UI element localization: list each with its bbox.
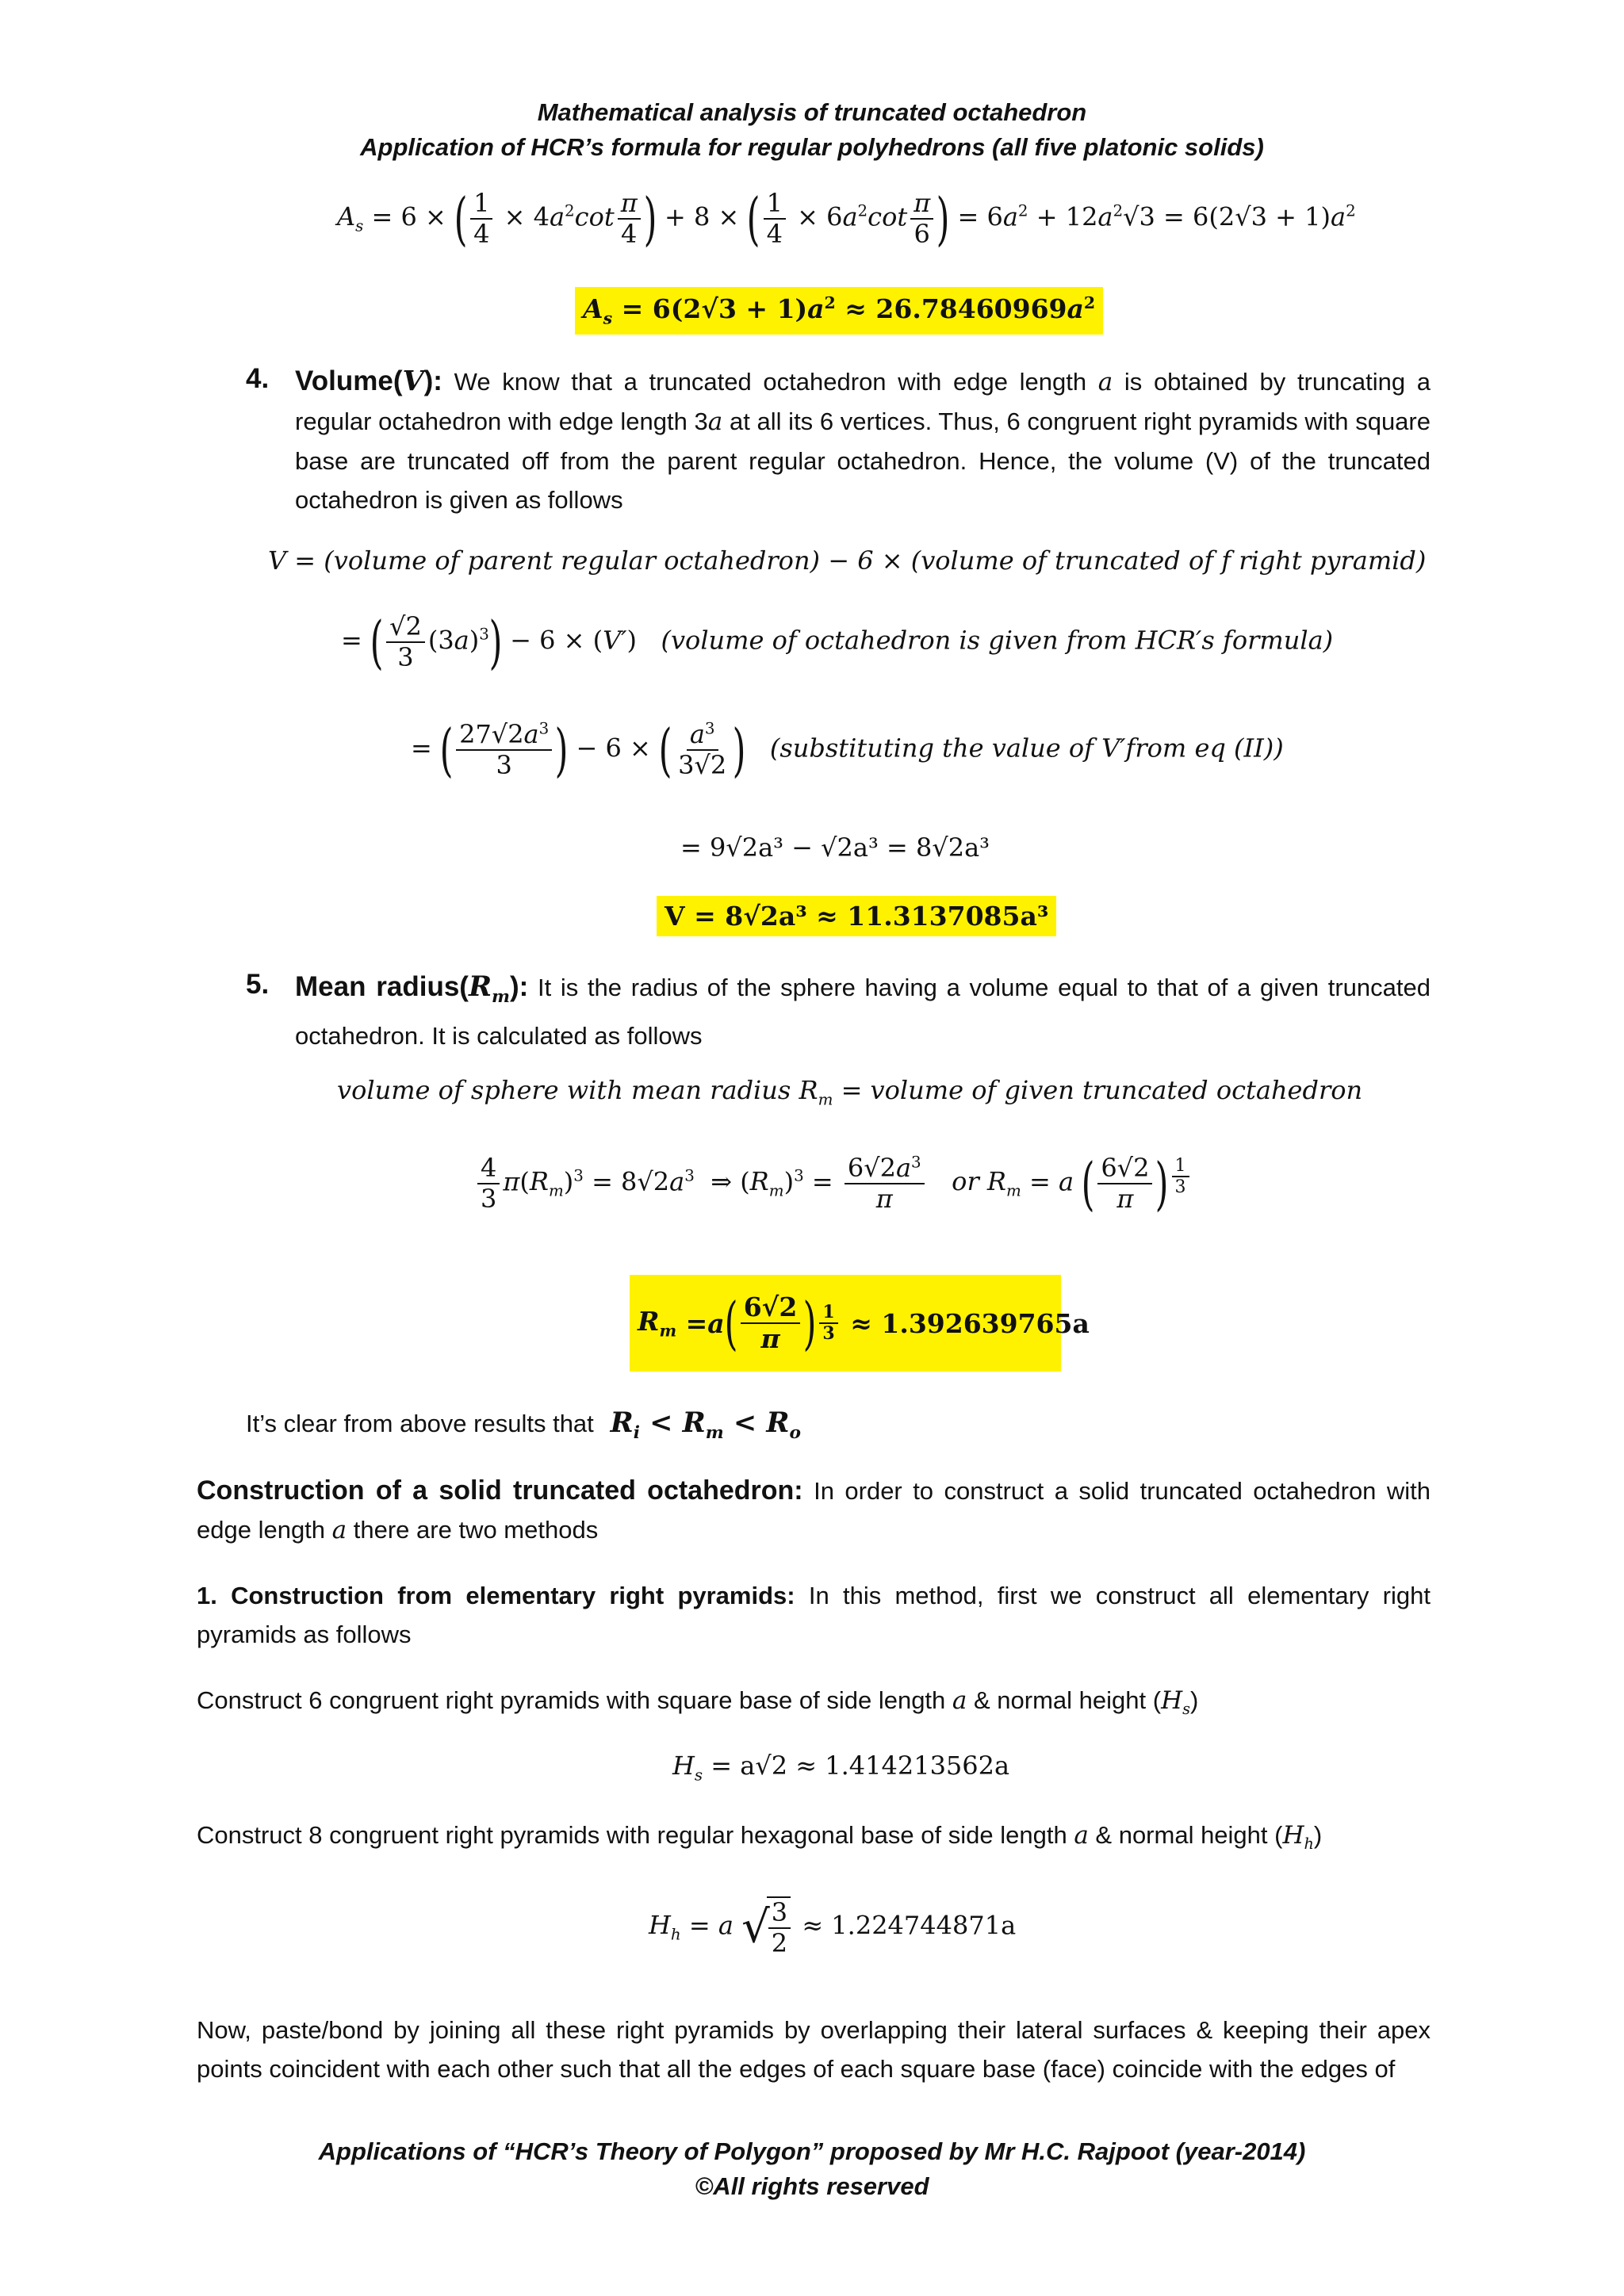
square-pyramids-line: Construct 6 congruent right pyramids with square base of side length a & normal height $(H_s)$ xyxy=(197,1686,1199,1719)
volume-eq-step2: = ( $\frac{27√2a^3}{3}$ ) − 6 × ( $\frac{a^3}{3√2}$ ) (substituting the value of V′from eq (II)) xyxy=(411,716,1284,783)
document-header-subtitle: Application of HCR’s formula for regular polyhedrons (all five platonic solids) xyxy=(360,133,1264,161)
volume-eq-step3: = 9√2a³ − √2a³ = 8√2a³ xyxy=(680,832,990,863)
volume-paragraph: Volume(V): We know that a truncated octahedron with edge length a is obtained by truncating a regular octahedron with edge length 3a at all its 6 vertices. Thus, 6 congruent right pyramids with square base are truncated off from the parent regular octahedron. Hence, the volume (V) of the truncated octahedron is given as follows xyxy=(295,365,1431,514)
construction-paragraph: Construction of a solid truncated octahedron: In order to construct a solid truncated octahedron with edge length a there are two methods xyxy=(197,1475,1431,1544)
volume-eq-definition: V = (volume of parent regular octahedron) − 6 × (volume of truncated of f right pyramid) xyxy=(268,545,1427,576)
footer-credit: Applications of “HCR’s Theory of Polygon” proposed by Mr H.C. Rajpoot (year-2014) xyxy=(318,2137,1306,2165)
hexagonal-pyramid-height-value: ≈ 1.224744871a xyxy=(802,1910,1017,1941)
final-paragraph: Now, paste/bond by joining all these right pyramids by overlapping their lateral surfaces & keeping their apex points coincident with each other such that all the edges of each square base (face) coincide with the edges of xyxy=(197,2016,1431,2083)
volume-eq-step1-note: (volume of octahedron is given from HCR′s formula) xyxy=(661,625,1334,656)
volume-result-highlight: V = 8√2a³ ≈ 11.3137085a³ xyxy=(657,896,1056,936)
mean-radius-item-number: 5. xyxy=(246,969,270,1000)
mean-radius-paragraph: Mean $radius(R_m)$: It is the radius of the sphere having a volume equal to that of a given truncated octahedron. It is calculated as follows xyxy=(295,970,1431,1050)
footer-copyright: ©All rights reserved xyxy=(695,2172,929,2200)
volume-eq-step1: = ( $\frac{√2}{3}$ $(3a)^3) - 6 \times (V')$ (volume of octahedron is given from HCR′s formula) xyxy=(341,608,1334,675)
mean-radius-result-value: ≈ 1.392639765a xyxy=(850,1307,1090,1339)
square-pyramid-height-value: = a√2 ≈ 1.414213562a xyxy=(710,1751,1010,1781)
mean-radius-result-highlight: $R_m$ = a ( $\frac{6√2}{\pi}$ ) $\frac{1}{3}$ ≈ 1.392639765a xyxy=(630,1275,1061,1372)
document-header-title: Mathematical analysis of truncated octahedron xyxy=(537,98,1087,126)
volume-eq-step2-note: (substituting the value of V′from eq (II)) xyxy=(769,733,1284,763)
hexagonal-pyramids-line: Construct 8 congruent right pyramids with regular hexagonal base of side length a & normal height $(H_h)$ xyxy=(197,1821,1323,1854)
mean-radius-eq-definition: volume of sphere with mean radius $R_m$ = volume of given truncated octahedron xyxy=(337,1075,1363,1109)
radius-comparison: It’s clear from above results that $R_i < R_m < R_o$ xyxy=(246,1406,801,1443)
mean-radius-eq-derivation: $\frac{4}{3}$ $\pi(R_m)^3 = 8√2a^3$ ⇒ $(R_m)^3$ = $\frac{6√2a^3}{\pi}$ or $R_m = a$ ( $\frac{6√2}{\pi}$ ) $^{\frac{1}{3}}$ xyxy=(474,1154,1193,1214)
area-equation: $A_s = 6$ × ( $\frac{1}{4}$ × $4a^2\cot$ $\frac{\pi}{4}$ ) + 8 × ( $\frac{1}{4}$ × $6a^2\cot$ $\frac{\pi}{6}$ ) = $6a^2 + 12a^2√3 = 6(2√3 + 1)a^2$ xyxy=(337,185,1356,252)
area-result-highlight: $A_s = 6(2√3 + 1)a^2 \approx 26.78460969a^2$ xyxy=(575,287,1103,335)
radius-comparison-text: It’s clear from above results that xyxy=(246,1410,594,1437)
method1-paragraph: 1. Construction from elementary right pyramids: In this method, first we construct all elementary right pyramids as follows xyxy=(197,1582,1431,1648)
square-pyramid-height-eq: $H_s = a√2 \approx 1.414213562a$ xyxy=(672,1751,1010,1785)
volume-item-number: 4. xyxy=(246,363,270,394)
hexagonal-pyramid-height-eq: $H_h = a$ √ $\frac{3}{2}$ ≈ 1.224744871a xyxy=(649,1897,1017,1958)
